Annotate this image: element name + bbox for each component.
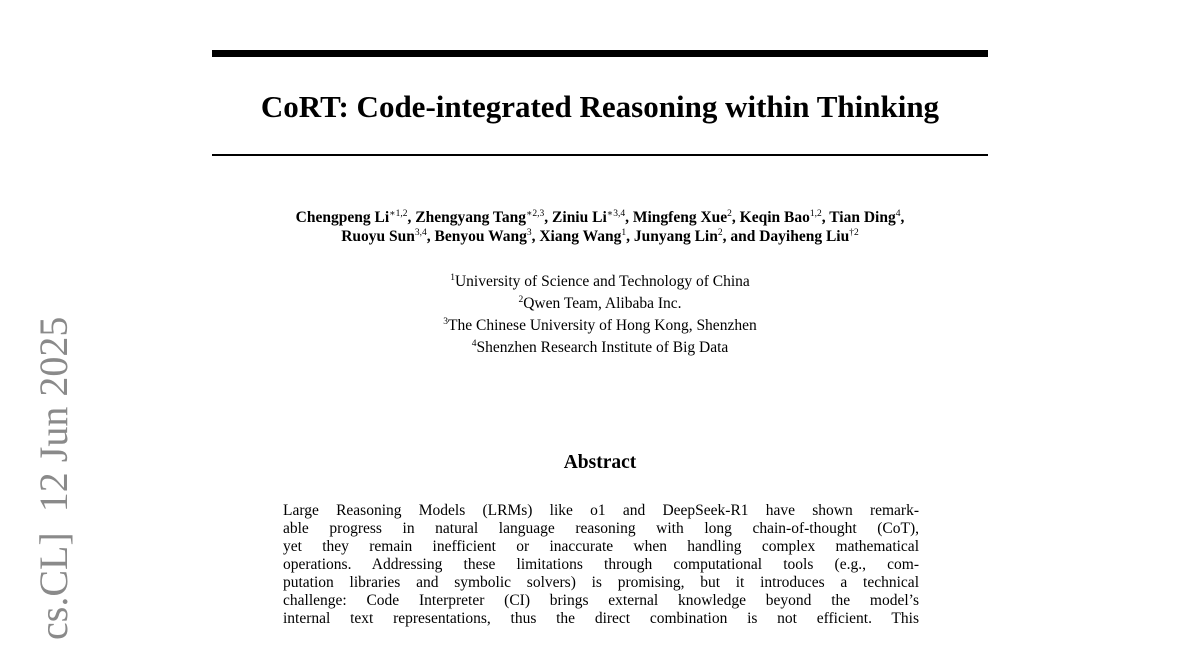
paper-title: CoRT: Code-integrated Reasoning within Thinking	[260, 89, 940, 124]
arxiv-date: 12 Jun 2025	[31, 316, 76, 513]
abstract-line: yet they remain inefficient or inaccurate when handling complex mathematical	[283, 538, 919, 555]
abstract-line: Large Reasoning Models (LRMs) like o1 and DeepSeek-R1 have shown remark-	[283, 502, 919, 519]
affiliation: $^3$The Chinese University of Hong Kong, Shenzhen	[443, 317, 757, 334]
author: and Dayiheng Liu$^{\dagger 2}$	[730, 228, 859, 245]
abstract-line: internal text representations, thus the direct combination is not efficient. This	[283, 610, 919, 627]
author: Tian Ding$^4$,	[829, 209, 905, 226]
author: Junyang Lin$^2$,	[633, 228, 731, 245]
affiliation-list	[300, 271, 900, 359]
affiliation: $^2$Qwen Team, Alibaba Inc.	[518, 295, 682, 312]
author: Ziniu $Li^{∗3,4}$,	[552, 209, 633, 226]
abstract-body	[283, 502, 919, 628]
abstract-line: putation libraries and symbolic solvers) is promising, but it introduces a technical	[283, 574, 919, 591]
affiliation: $^1$University of Science and Technology of China	[450, 273, 750, 290]
author-line-2	[140, 227, 1060, 246]
author: Zhengyang Tang$^{∗2,3}$,	[415, 209, 553, 226]
author: Mingfeng Xue$^2$,	[632, 209, 740, 226]
author: Xiang Wang$^1$,	[539, 228, 634, 245]
author: Keqin Bao$^{1,2}$,	[739, 209, 830, 226]
title-bottom-rule	[212, 154, 988, 156]
affiliation: $^4$Shenzhen Research Institute of Big Data	[471, 339, 729, 356]
abstract-heading: Abstract	[563, 452, 637, 473]
abstract-line: operations. Addressing these limitations through computational tools (e.g., com-	[283, 556, 919, 573]
abstract-line: able progress in natural language reasoning with long chain-of-thought (CoT),	[283, 520, 919, 537]
author: Ruoyu Sun$^{3,4}$,	[341, 228, 435, 245]
arxiv-side-stamp	[26, 248, 82, 648]
author-list	[140, 208, 1060, 246]
abstract-line: challenge: Code Interpreter (CI) brings external knowledge beyond the model’s	[283, 592, 919, 609]
author: Benyou Wang$^3$,	[434, 228, 540, 245]
author: Chengpeng $Li^{∗1,2}$,	[295, 209, 416, 226]
arxiv-category: cs.CL]	[31, 532, 76, 640]
title-top-rule	[212, 50, 988, 57]
author-line-1	[140, 208, 1060, 227]
